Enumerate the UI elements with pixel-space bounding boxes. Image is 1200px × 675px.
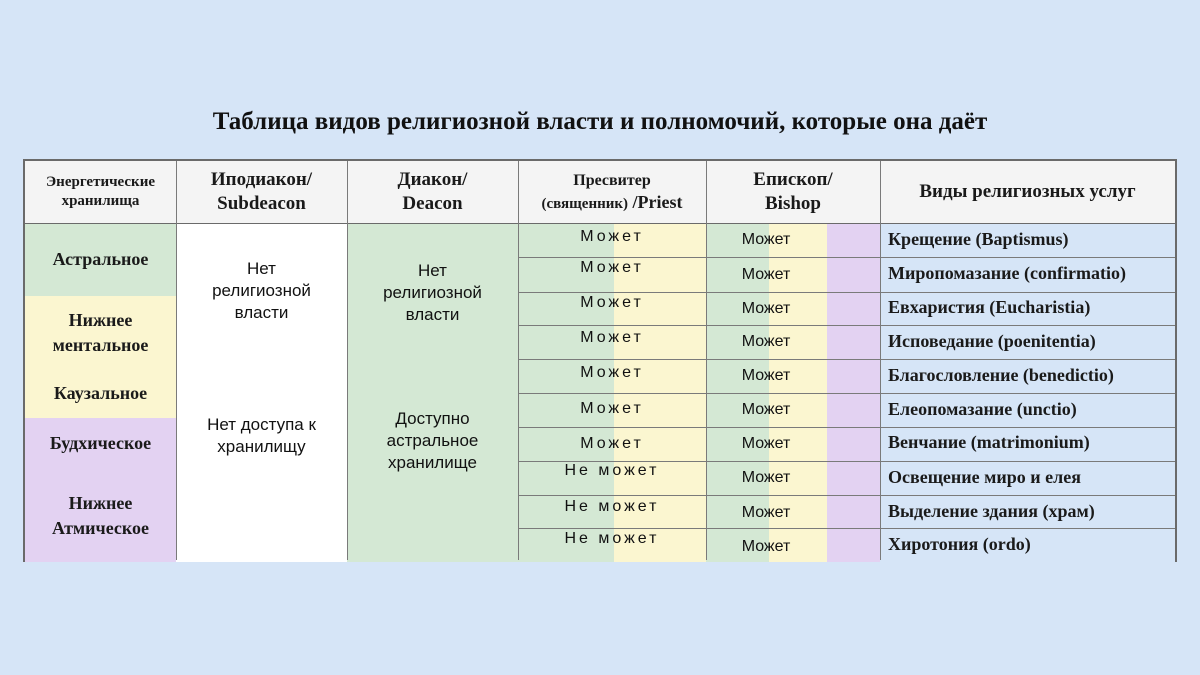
deacon-astral-access: Доступно астральное хранилище: [386, 408, 479, 473]
bishop-cell: Может: [741, 333, 791, 350]
service-cell: Благословление (benedictio): [888, 365, 1114, 385]
priest-cell: Не может: [564, 530, 660, 547]
priest-cell: Не может: [564, 498, 660, 515]
bishop-cell: Может: [741, 300, 791, 317]
subdeacon-no-access: Нет доступа к хранилищу: [207, 414, 316, 456]
priest-cell: Может: [580, 364, 644, 381]
bishop-cell: Может: [741, 435, 791, 452]
service-cell: Елеопомазание (unctio): [888, 399, 1077, 419]
energy-lower-mental: Нижнее ментальное: [52, 309, 149, 355]
deacon-no-authority: Нет религиозной власти: [383, 260, 482, 325]
priest-cell: Может: [580, 400, 644, 417]
bishop-cell: Может: [741, 401, 791, 418]
header-deacon: Диакон/ Deacon: [347, 161, 518, 223]
energy-causal: Каузальное: [53, 383, 148, 404]
authority-table: [23, 159, 1177, 562]
energy-lower-atmic: Нижнее Атмическое: [51, 492, 150, 538]
header-subdeacon: Иподиакон/ Subdeacon: [176, 161, 347, 223]
priest-cell: Может: [580, 228, 644, 245]
priest-cell: Может: [580, 294, 644, 311]
subdeacon-no-authority: Нет религиозной власти: [212, 258, 311, 323]
page-title: Таблица видов религиозной власти и полномочий, которые она даёт: [212, 108, 988, 135]
priest-cell: Может: [580, 329, 644, 346]
header-services: Виды религиозных услуг: [880, 161, 1175, 223]
bishop-cell: Может: [741, 367, 791, 384]
col-divider: [176, 161, 177, 560]
bishop-cell: Может: [741, 231, 791, 248]
service-cell: Венчание (matrimonium): [888, 432, 1090, 452]
priest-cell: Может: [580, 259, 644, 276]
energy-astral: Астральное: [52, 248, 149, 269]
service-cell: Выделение здания (храм): [888, 501, 1095, 521]
priest-cell: Может: [580, 435, 644, 452]
service-cell: Крещение (Baptismus): [888, 229, 1069, 249]
header-priest: Пресвитер (священник) /Priest: [518, 161, 706, 223]
bishop-cell: Может: [741, 504, 791, 521]
energy-buddhic: Будхическое: [49, 433, 152, 454]
bishop-cell: Может: [741, 469, 791, 486]
bishop-cell: Может: [741, 266, 791, 283]
bishop-cell: Может: [741, 538, 791, 555]
header-energy: Энергетические хранилища: [25, 161, 176, 223]
col-divider: [347, 161, 348, 560]
service-cell: Миропомазание (confirmatio): [888, 263, 1126, 283]
service-cell: Освещение миро и елея: [888, 467, 1081, 487]
priest-cell: Не может: [564, 462, 660, 479]
service-cell: Евхаристия (Eucharistia): [888, 297, 1091, 317]
header-bishop: Епископ/ Bishop: [706, 161, 880, 223]
service-cell: Исповедание (poenitentia): [888, 331, 1096, 351]
service-cell: Хиротония (ordo): [888, 534, 1031, 554]
